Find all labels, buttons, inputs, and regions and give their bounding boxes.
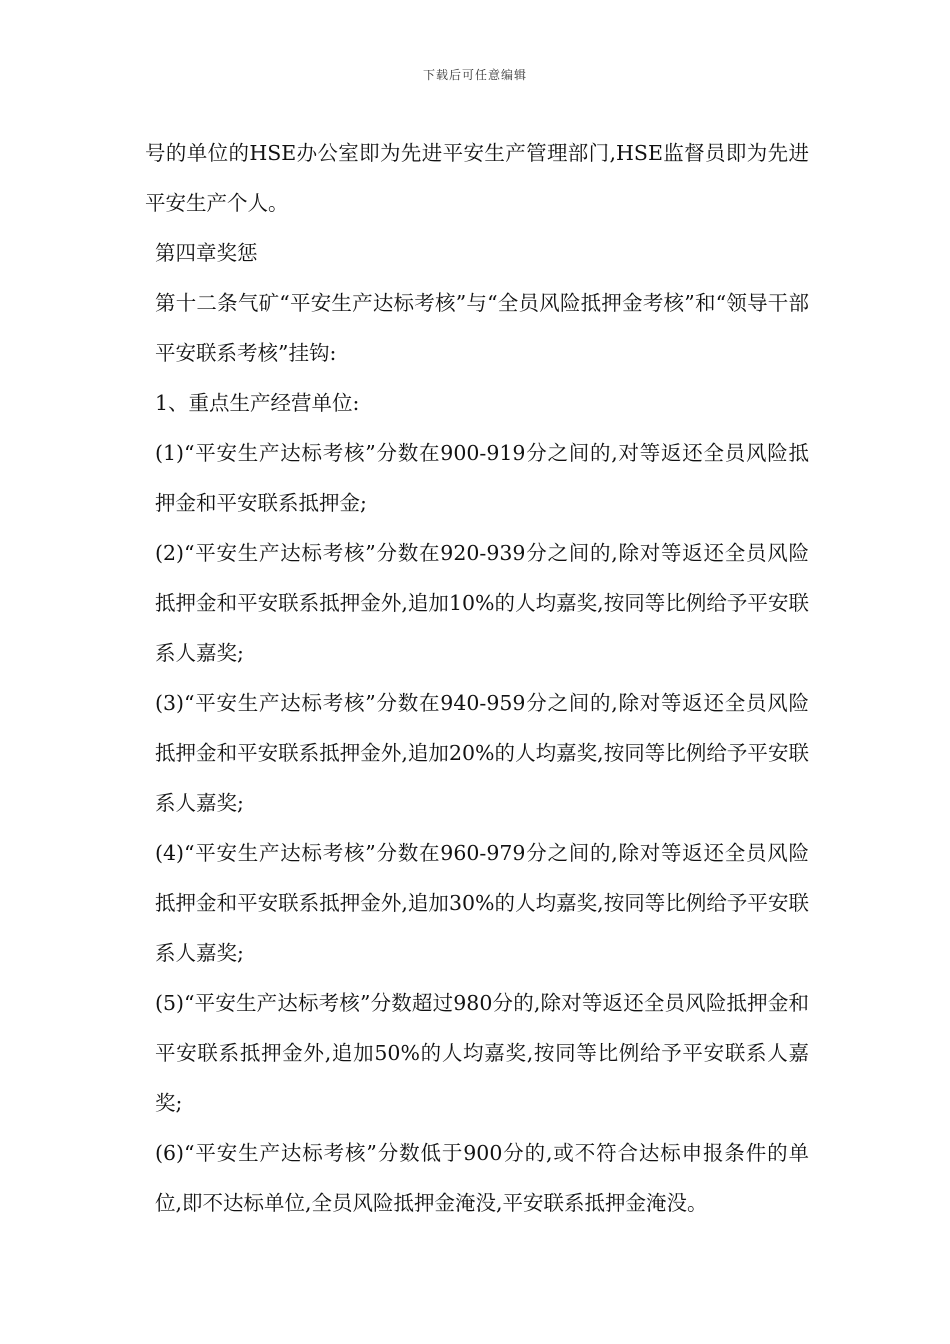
- page-header: 下载后可任意编辑: [422, 68, 527, 82]
- clause-5: (5)“平安生产达标考核”分数超过980分的,除对等返还全员风险抵押金和平安联系抵押金外,追加50%的人均嘉奖,按同等比例给予平安联系人嘉奖;: [155, 991, 809, 1115]
- clause-2: (2)“平安生产达标考核”分数在920-939分之间的,除对等返还全员风险抵押金和平安联系抵押金外,追加10%的人均嘉奖,按同等比例给予平安联系人嘉奖;: [155, 541, 809, 665]
- clause-4: (4)“平安生产达标考核”分数在960-979分之间的,除对等返还全员风险抵押金和平安联系抵押金外,追加30%的人均嘉奖,按同等比例给予平安联系人嘉奖;: [155, 841, 809, 965]
- clause-1: (1)“平安生产达标考核”分数在900-919分之间的,对等返还全员风险抵押金和平安联系抵押金;: [155, 441, 809, 515]
- document-body: [145, 128, 809, 1228]
- article-12: 第十二条气矿“平安生产达标考核”与“全员风险抵押金考核”和“领导干部平安联系考核”挂钩:: [155, 291, 809, 365]
- paragraph-1: 号的单位的HSE办公室即为先进平安生产管理部门,HSE监督员即为先进平安生产个人。: [145, 141, 809, 215]
- chapter-heading: 第四章奖惩: [155, 241, 258, 265]
- clause-6: (6)“平安生产达标考核”分数低于900分的,或不符合达标申报条件的单位,即不达标单位,全员风险抵押金淹没,平安联系抵押金淹没。: [155, 1141, 809, 1215]
- clause-3: (3)“平安生产达标考核”分数在940-959分之间的,除对等返还全员风险抵押金和平安联系抵押金外,追加20%的人均嘉奖,按同等比例给予平安联系人嘉奖;: [155, 691, 809, 815]
- section-1-heading: 1、重点生产经营单位:: [155, 391, 360, 415]
